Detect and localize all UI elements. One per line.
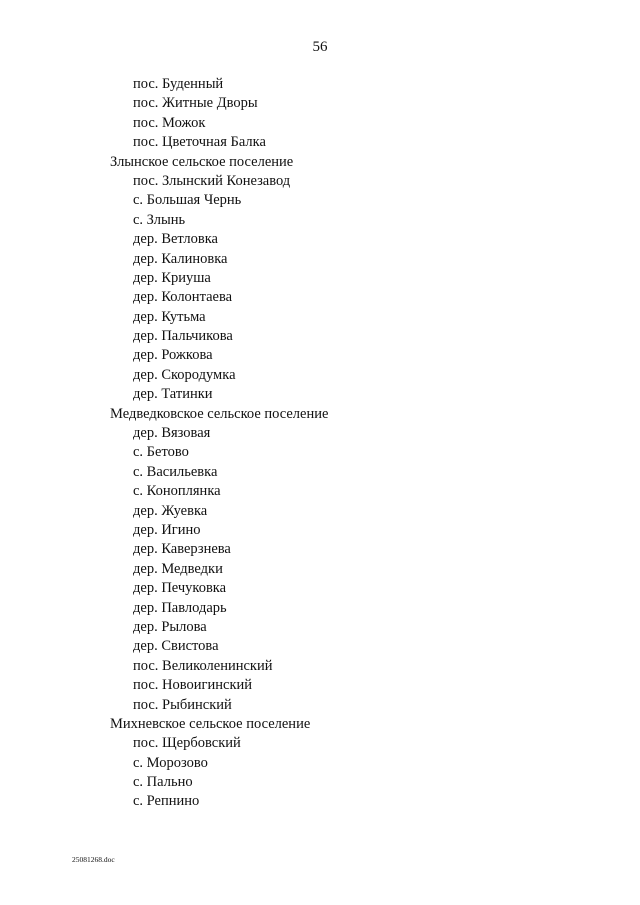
locality-item: дер. Пальчикова: [133, 328, 233, 345]
locality-item: дер. Павлодарь: [133, 599, 227, 616]
locality-item: дер. Жуевка: [133, 502, 208, 519]
locality-item: с. Злынь: [133, 211, 186, 228]
locality-item: с. Морозово: [133, 754, 208, 771]
locality-item: дер. Татинки: [133, 386, 213, 403]
locality-item: пос. Великоленинский: [133, 657, 273, 674]
locality-item: дер. Ветловка: [133, 231, 218, 248]
locality-item: с. Коноплянка: [133, 483, 221, 500]
document-filename: 25081268.doc: [72, 855, 115, 864]
locality-item: дер. Колонтаева: [133, 289, 233, 306]
page-number: 56: [312, 39, 328, 55]
locality-item: дер. Каверзнева: [133, 541, 231, 558]
locality-item: дер. Скородумка: [133, 366, 236, 383]
locality-item: дер. Рылова: [133, 618, 207, 635]
locality-item: с. Большая Чернь: [133, 192, 242, 209]
settlement-heading: Злынское сельское поселение: [110, 153, 294, 170]
locality-item: дер. Криуша: [133, 269, 211, 286]
locality-item: пос. Новоигинский: [133, 677, 253, 694]
locality-item: пос. Рыбинский: [133, 696, 232, 713]
locality-item: дер. Рожкова: [133, 347, 213, 364]
locality-item: дер. Калиновка: [133, 250, 228, 267]
locality-item: дер. Кутьма: [133, 308, 206, 325]
locality-list: [0, 75, 640, 812]
settlement-heading: Медведковское сельское поселение: [110, 405, 329, 422]
locality-item: пос. Злынский Конезавод: [133, 172, 291, 189]
locality-item: пос. Можок: [133, 114, 206, 131]
locality-item: дер. Печуковка: [133, 580, 227, 597]
locality-item: дер. Вязовая: [133, 425, 211, 442]
locality-item: дер. Медведки: [133, 560, 223, 577]
locality-item: с. Репнино: [133, 793, 200, 810]
locality-item: дер. Игино: [133, 521, 201, 538]
settlement-heading: Михневское сельское поселение: [110, 715, 311, 732]
locality-item: с. Васильевка: [133, 463, 218, 480]
locality-item: пос. Буденный: [133, 76, 224, 92]
locality-item: с. Пально: [133, 774, 193, 791]
locality-item: пос. Житные Дворы: [133, 95, 258, 112]
locality-item: с. Бетово: [133, 444, 189, 461]
locality-item: дер. Свистова: [133, 638, 219, 655]
locality-item: пос. Щербовский: [133, 735, 241, 752]
locality-item: пос. Цветочная Балка: [133, 134, 266, 151]
